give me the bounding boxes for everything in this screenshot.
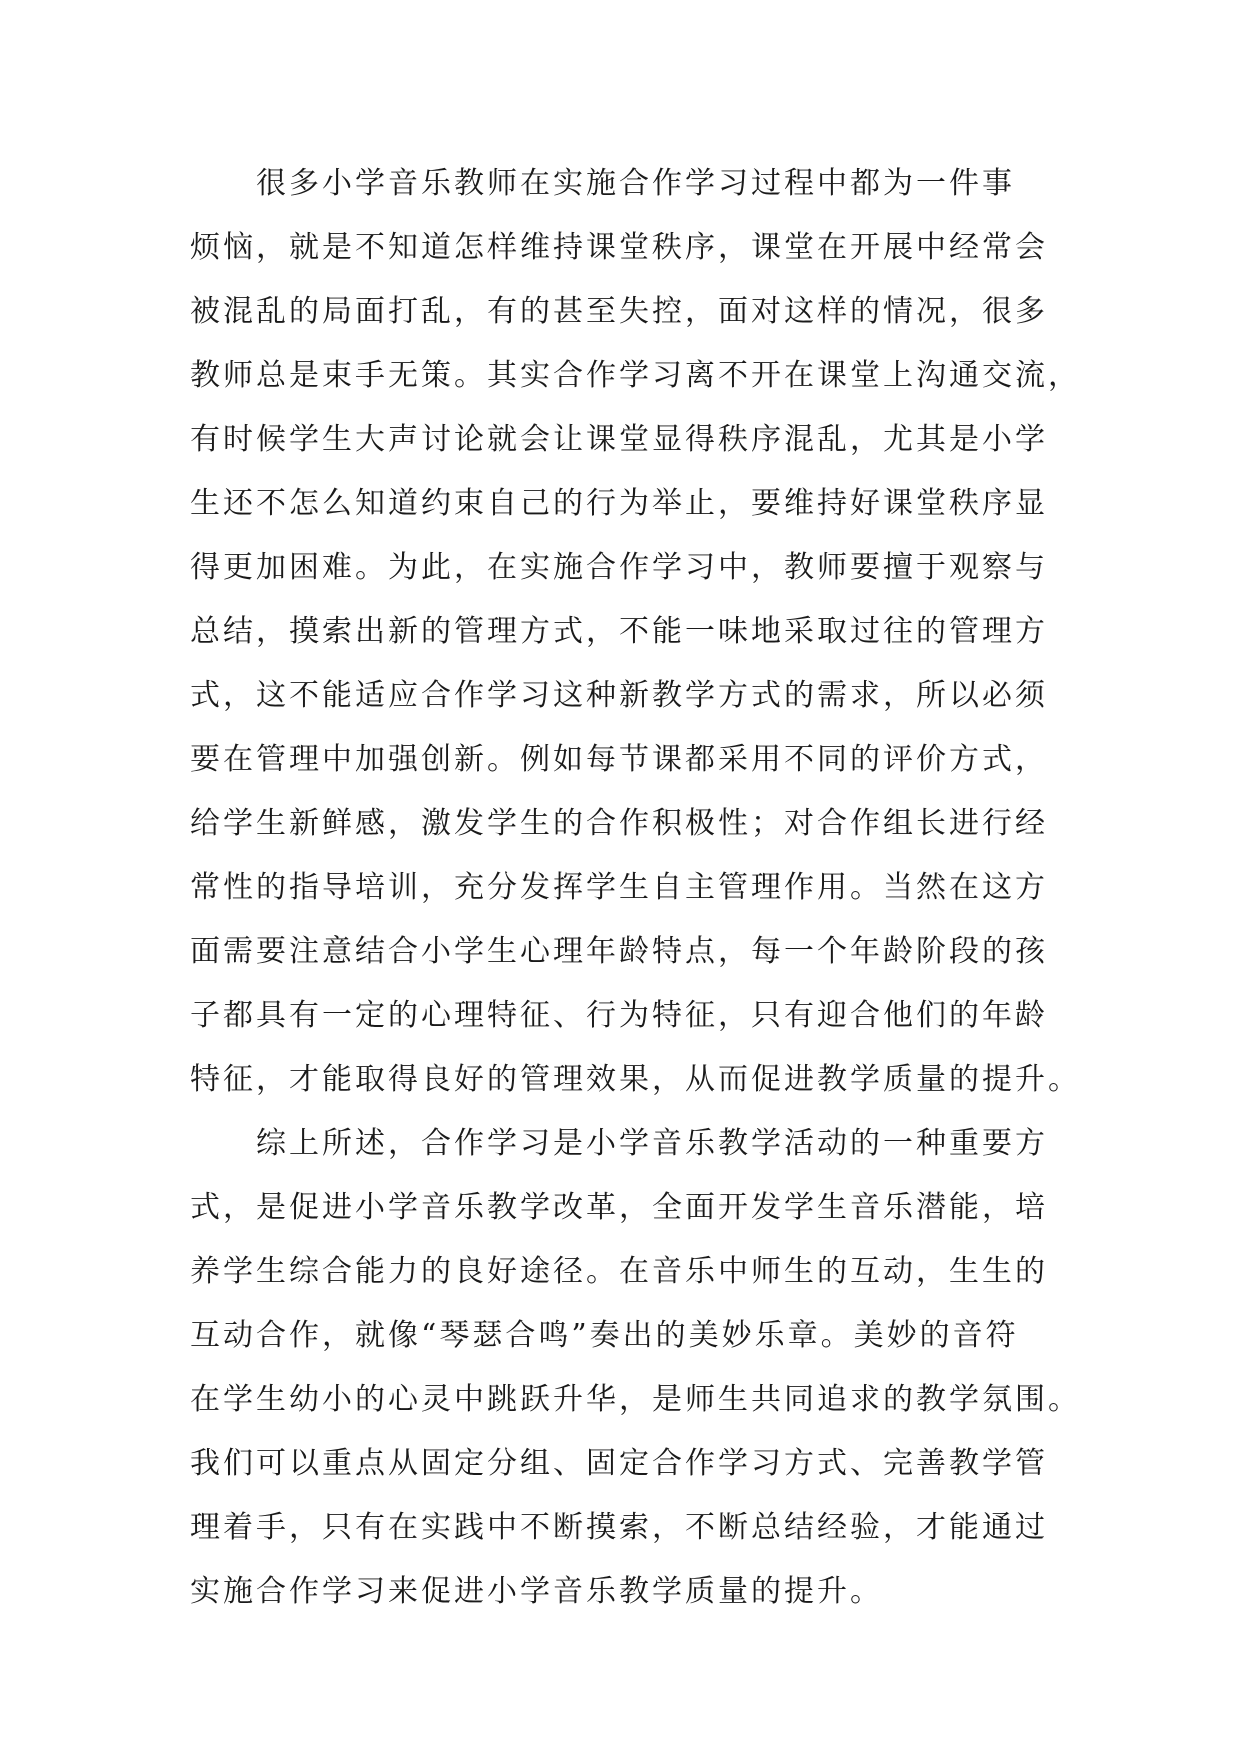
text-line: 面需要注意结合小学生心理年龄特点，每一个年龄阶段的孩 (190, 934, 1048, 969)
text-line: 有时候学生大声讨论就会让课堂显得秩序混乱，尤其是小学 (190, 422, 1048, 457)
text-line: 特征，才能取得良好的管理效果，从而促进教学质量的提升。 (190, 1062, 1081, 1097)
text-line: 实施合作学习来促进小学音乐教学质量的提升。 (190, 1574, 883, 1609)
document-body (190, 152, 1090, 1624)
text-line: 养学生综合能力的良好途径。在音乐中师生的互动，生生的 (190, 1254, 1048, 1289)
text-line: 生还不怎么知道约束自己的行为举止，要维持好课堂秩序显 (190, 486, 1048, 521)
text-line: 很多小学音乐教师在实施合作学习过程中都为一件事 (190, 166, 1015, 201)
text-line: 被混乱的局面打乱，有的甚至失控，面对这样的情况，很多 (190, 294, 1048, 329)
text-line: 得更加困难。为此，在实施合作学习中，教师要擅于观察与 (190, 550, 1048, 585)
text-line: 理着手，只有在实践中不断摸索，不断总结经验，才能通过 (190, 1510, 1048, 1545)
text-line: 综上所述，合作学习是小学音乐教学活动的一种重要方 (190, 1126, 1048, 1161)
text-line: 教师总是束手无策。其实合作学习离不开在课堂上沟通交流， (190, 358, 1081, 393)
text-line: 烦恼，就是不知道怎样维持课堂秩序，课堂在开展中经常会 (190, 230, 1048, 265)
text-line: 式，这不能适应合作学习这种新教学方式的需求，所以必须 (190, 678, 1048, 713)
text-line: 互动合作，就像“琴瑟合鸣”奏出的美妙乐章。美妙的音符 (190, 1318, 1019, 1353)
text-line: 子都具有一定的心理特征、行为特征，只有迎合他们的年龄 (190, 998, 1048, 1033)
paragraph-conclusion (190, 1112, 1090, 1624)
text-line: 我们可以重点从固定分组、固定合作学习方式、完善教学管 (190, 1446, 1048, 1481)
text-line: 总结，摸索出新的管理方式，不能一味地采取过往的管理方 (190, 614, 1048, 649)
text-line: 要在管理中加强创新。例如每节课都采用不同的评价方式， (190, 742, 1048, 777)
paragraph-classroom-management (190, 152, 1090, 1112)
text-line: 给学生新鲜感，激发学生的合作积极性；对合作组长进行经 (190, 806, 1048, 841)
text-line: 常性的指导培训，充分发挥学生自主管理作用。当然在这方 (190, 870, 1048, 905)
text-line: 在学生幼小的心灵中跳跃升华，是师生共同追求的教学氛围。 (190, 1382, 1081, 1417)
text-line: 式，是促进小学音乐教学改革，全面开发学生音乐潜能，培 (190, 1190, 1048, 1225)
